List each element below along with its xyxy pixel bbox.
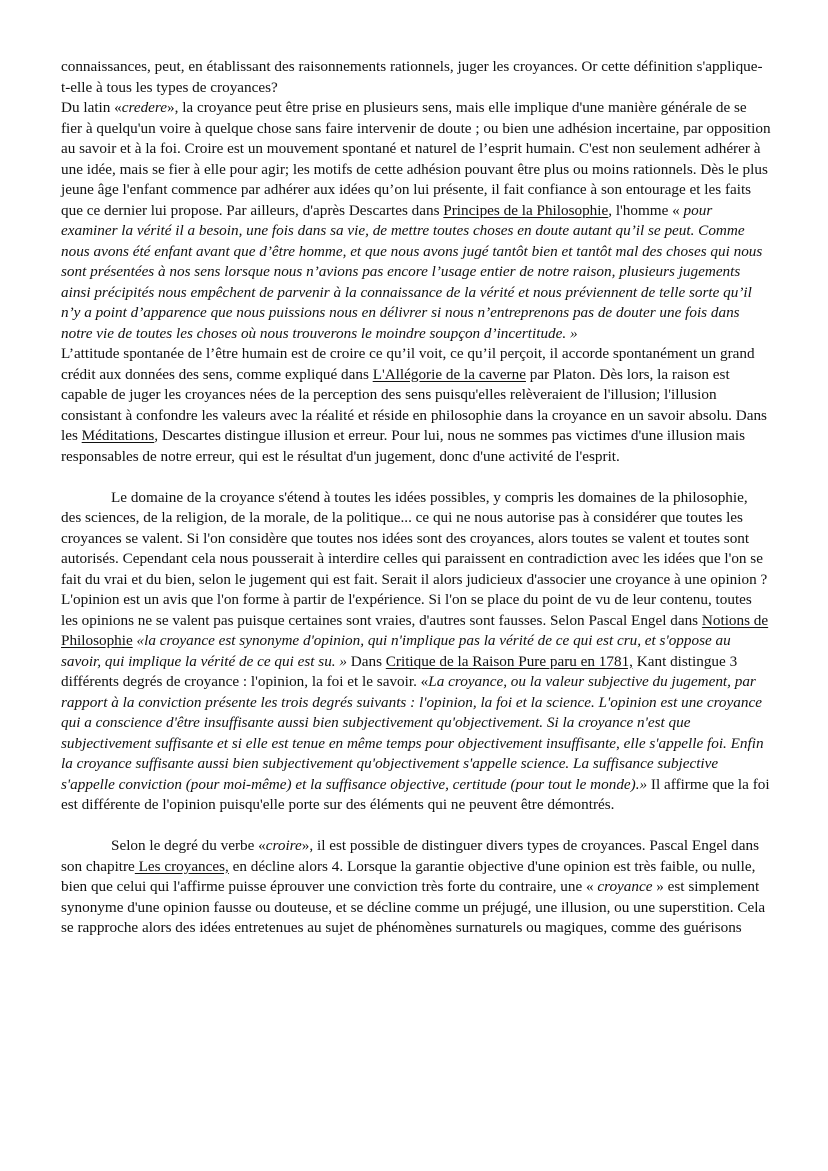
book-title-underlined: Notions de Philosophie bbox=[61, 611, 769, 649]
paragraph-5 bbox=[61, 836, 771, 939]
book-title-underlined: Principes de la Philosophie bbox=[443, 201, 609, 219]
paragraph-gap bbox=[61, 467, 771, 488]
document-page bbox=[61, 57, 771, 939]
text-segment: , Descartes distingue illusion et erreur. Pour lui, nous ne sommes pas victimes d'une illusion mais responsables de notre erreur, qui est le résultat d'un jugement, donc d'une activité de l'esprit. bbox=[61, 427, 745, 465]
text-segment: », il est possible de distinguer divers types de croyances. Pascal Engel dans son chapitre bbox=[61, 837, 759, 875]
text-segment: par Platon. Dès lors, la raison est capable de juger les croyances nées de la perception des sens puisqu'elles relèveraient de l'illusion; l'illusion consistant à confondre les valeurs avec la réalité et réside en philosophie dans la croyance en un savoir absolu. Dans les bbox=[61, 365, 767, 444]
italic-term: credere bbox=[121, 99, 168, 116]
text-segment: » est simplement synonyme d'une opinion fausse ou douteuse, et se décline comme un préjugé, une illusion, ou une superstition. Cela se rapproche alors des idées entretenues au sujet de phénomènes surnaturels ou magiques, comme des guérisons bbox=[61, 878, 766, 936]
book-title-underlined: Critique de la Raison Pure paru en 1781, bbox=[385, 652, 633, 670]
text-segment: Kant distingue 3 différents degrés de croyance : l'opinion, la foi et le savoir. « bbox=[61, 652, 738, 690]
paragraph-4 bbox=[61, 488, 771, 816]
paragraph-1 bbox=[61, 57, 771, 98]
text-segment: », la croyance peut être prise en plusieurs sens, mais elle implique d'une manière générale de se fier à quelqu'un voire à quelque chose sans faire intervenir de doute ; ou bien une adhésion incertaine, par opposition au savoir et à la foi. Croire est un mouvement spontané et naturel de l’esprit humain. C'est non seulement adhérer à une idée, mais se fier à elle pour agir; les motifs de cette adhésion pouvant être plus ou moins rationnels. Dès le plus jeune âge l'enfant commence par adhérer aux idées qu’on lui présente, il fait confiance à son entourage et les faits que ce dernier lui propose. Par ailleurs, d'après Descartes dans bbox=[61, 99, 771, 219]
book-title-underlined: Méditations bbox=[81, 427, 155, 444]
italic-quote: La croyance, ou la valeur subjective du jugement, par rapport à la conviction présente les trois degrés suivants : l'opinion, la foi et la science. L'opinion est une croyance qui a conscience d'être insuffisante aussi bien subjectivement qu'objectivement. Si la croyance n'est que subjectivement suffisante et si elle est tenue en même temps pour objectivement insuffisante, elle s'appelle foi. Enfin la croyance suffisante aussi bien subjectivement qu'objectivement s'appelle science. La suffisance subjective s'appelle conviction (pour moi-même) et la suffisance objective, certitude (pour tout le monde).» bbox=[61, 673, 764, 793]
italic-term: croyance bbox=[597, 878, 653, 895]
text-segment: L’attitude spontanée de l’être humain est de croire ce qu’il voit, ce qu’il perçoit, il accorde spontanément un grand crédit aux données des sens, comme expliqué dans bbox=[61, 345, 755, 383]
text-segment: Le domaine de la croyance s'étend à toutes les idées possibles, y compris les domaines de la philosophie, des sciences, de la religion, de la morale, de la politique... ce qui ne nous autorise pas à considérer que toutes les croyances se valent. Si l'on considère que toutes nos idées sont des croyances, alors toutes se valent et toutes sont autorisés. Cependant cela nous pousserait à interdire celles qui paraissent en contradiction avec les idées que l'on se fait du vrai et du bien, selon le jugement qui est fait. Serait il alors judicieux d'associer une croyance à une opinion ? L'opinion est un avis que l'on forme à partir de l'expérience. Si l'on se place du point de vu de leur contenu, toutes les opinions ne se valent pas puisque certaines sont vraies, d'autres sont fausses. Selon Pascal Engel dans bbox=[61, 488, 768, 629]
book-title-underlined: Les croyances, bbox=[134, 857, 229, 875]
paragraph-gap bbox=[61, 816, 771, 837]
book-title-underlined: L'Allégorie de la caverne bbox=[372, 365, 526, 383]
text-segment: en décline alors 4. Lorsque la garantie objective d'une opinion est très faible, ou nulle, bien que celui qui l'affirme puisse éprouver une conviction très forte du contraire, une « bbox=[61, 857, 756, 895]
italic-quote: «la croyance est synonyme d'opinion, qui n'implique pas la vérité de ce qui est cru, et s'oppose au savoir, qui implique la vérité de ce qui est su. » bbox=[61, 632, 731, 670]
text-segment: Il affirme que la foi est différente de l'opinion puisqu'elle porte sur des éléments qui ne peuvent être démontrés. bbox=[61, 775, 770, 813]
italic-quote: pour examiner la vérité il a besoin, une fois dans sa vie, de mettre toutes choses en doute autant qu’il se peut. Comme nous avons été enfant avant que d’être homme, et que nous avons jugé tantôt bien et tantôt mal des choses qui nous sont présentées à nos sens lorsque nous n’avions pas encore l’usage entier de notre raison, plusieurs jugements ainsi précipités nous empêchent de parvenir à la connaissance de la vérité et nous préviennent de telle sorte qu’il n’y a point d’apparence que nous puissions nous en délivrer si nous n’entreprenons pas de douter une fois dans notre vie de toutes les choses où nous trouverons le moindre soupçon d’incertitude. » bbox=[61, 201, 763, 342]
text-segment: Selon le degré du verbe « bbox=[111, 837, 266, 854]
paragraph-2 bbox=[61, 98, 771, 344]
italic-term: croire bbox=[265, 837, 302, 854]
text-segment: Du latin « bbox=[61, 99, 122, 116]
text-segment: Dans bbox=[346, 652, 386, 670]
text-segment: , l'homme « bbox=[608, 201, 684, 219]
paragraph-3 bbox=[61, 344, 771, 467]
text-segment: connaissances, peut, en établissant des raisonnements rationnels, juger les croyances. Or cette définition s'applique-t-elle à tous les types de croyances? bbox=[61, 58, 763, 96]
